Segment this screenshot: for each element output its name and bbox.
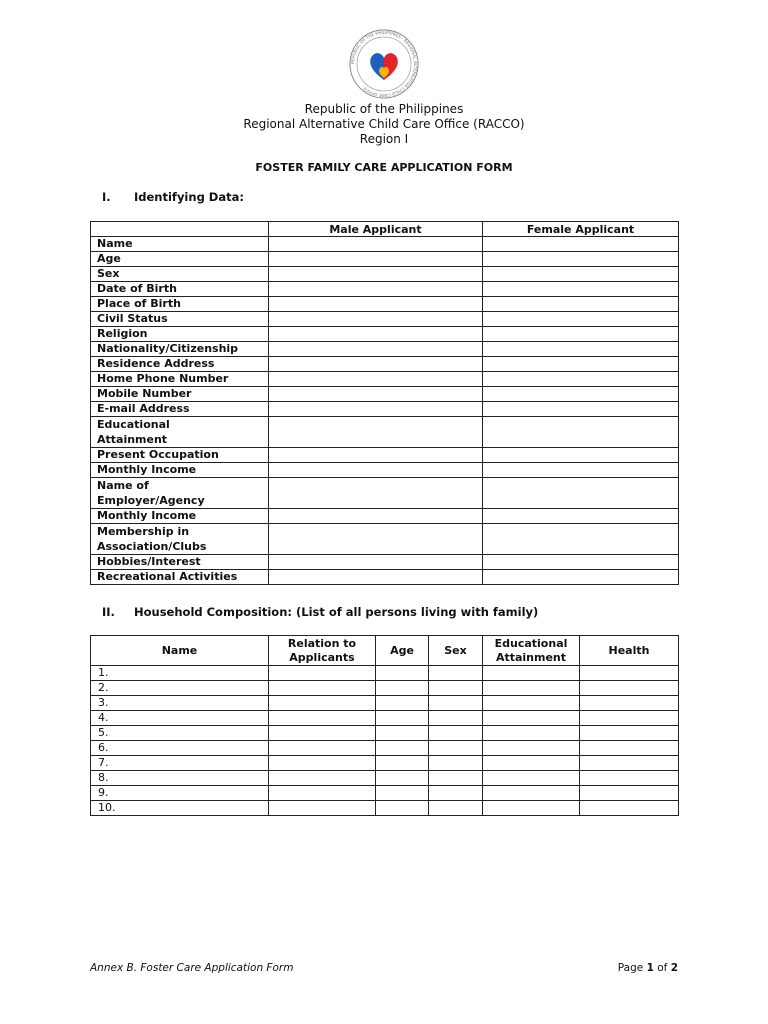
female-applicant-cell[interactable]	[483, 327, 679, 342]
household-entry-cell[interactable]	[429, 681, 483, 696]
male-applicant-cell[interactable]	[269, 297, 483, 312]
household-name-cell[interactable]	[91, 711, 269, 726]
row-number: 9.	[98, 786, 109, 799]
row-number: 8.	[98, 771, 109, 784]
household-name-cell[interactable]	[91, 726, 269, 741]
section-identifying-data-heading	[102, 190, 244, 204]
blank-header-cell	[91, 222, 269, 237]
row-label: Home Phone Number	[91, 372, 269, 387]
male-applicant-cell[interactable]	[269, 463, 483, 478]
female-applicant-cell[interactable]	[483, 555, 679, 570]
household-entry-cell[interactable]	[269, 741, 376, 756]
household-row	[91, 696, 679, 711]
row-label: Name	[91, 237, 269, 252]
household-entry-cell[interactable]	[269, 681, 376, 696]
row-number: 2.	[98, 681, 109, 694]
identifying-row	[91, 402, 679, 417]
household-entry-cell[interactable]	[376, 801, 429, 816]
male-applicant-cell[interactable]	[269, 312, 483, 327]
identifying-row	[91, 342, 679, 357]
household-column-header: Relation to Applicants	[269, 636, 376, 666]
male-applicant-cell[interactable]	[269, 342, 483, 357]
page-current: 1	[646, 962, 654, 974]
household-row	[91, 681, 679, 696]
female-applicant-cell[interactable]	[483, 402, 679, 417]
household-entry-cell[interactable]	[580, 666, 679, 681]
identifying-row	[91, 252, 679, 267]
household-entry-cell[interactable]	[269, 786, 376, 801]
racco-seal-logo	[348, 28, 420, 100]
identifying-data-table	[90, 221, 679, 585]
household-column-header: Sex	[429, 636, 483, 666]
page-total: 2	[670, 962, 678, 974]
household-entry-cell[interactable]	[376, 771, 429, 786]
identifying-row	[91, 524, 679, 555]
female-applicant-cell[interactable]	[483, 570, 679, 585]
household-entry-cell[interactable]	[429, 666, 483, 681]
row-number: 5.	[98, 726, 109, 739]
household-entry-cell[interactable]	[483, 771, 580, 786]
row-label: Sex	[91, 267, 269, 282]
household-entry-cell[interactable]	[269, 801, 376, 816]
identifying-row	[91, 387, 679, 402]
female-applicant-cell[interactable]	[483, 417, 679, 448]
row-label: Nationality/Citizenship	[91, 342, 269, 357]
female-applicant-cell[interactable]	[483, 282, 679, 297]
header-country: Republic of the Philippines	[304, 102, 464, 116]
footer-page-number	[618, 962, 678, 974]
male-applicant-cell[interactable]	[269, 570, 483, 585]
page-of: of	[657, 962, 668, 974]
household-entry-cell[interactable]	[483, 666, 580, 681]
household-entry-cell[interactable]	[269, 666, 376, 681]
household-name-cell[interactable]	[91, 801, 269, 816]
female-applicant-cell[interactable]	[483, 342, 679, 357]
household-entry-cell[interactable]	[580, 681, 679, 696]
household-entry-cell[interactable]	[483, 726, 580, 741]
identifying-row	[91, 282, 679, 297]
female-applicant-cell[interactable]	[483, 448, 679, 463]
female-applicant-cell[interactable]	[483, 387, 679, 402]
household-entry-cell[interactable]	[483, 681, 580, 696]
female-applicant-cell[interactable]	[483, 524, 679, 555]
household-entry-cell[interactable]	[429, 741, 483, 756]
household-entry-cell[interactable]	[376, 681, 429, 696]
household-entry-cell[interactable]	[429, 711, 483, 726]
identifying-row	[91, 478, 679, 509]
row-label: Monthly Income	[91, 509, 269, 524]
section-title: Household Composition: (List of all persons living with family)	[134, 605, 539, 619]
male-applicant-cell[interactable]	[269, 282, 483, 297]
household-row	[91, 711, 679, 726]
household-name-cell[interactable]	[91, 666, 269, 681]
household-entry-cell[interactable]	[376, 726, 429, 741]
household-entry-cell[interactable]	[580, 741, 679, 756]
column-header-male: Male Applicant	[269, 222, 483, 237]
section-household-heading	[102, 605, 538, 619]
row-label: Date of Birth	[91, 282, 269, 297]
household-row	[91, 666, 679, 681]
identifying-row	[91, 312, 679, 327]
household-entry-cell[interactable]	[580, 726, 679, 741]
form-title: FOSTER FAMILY CARE APPLICATION FORM	[255, 161, 513, 174]
household-column-header: Health	[580, 636, 679, 666]
household-entry-cell[interactable]	[269, 696, 376, 711]
identifying-row	[91, 448, 679, 463]
row-label: Recreational Activities	[91, 570, 269, 585]
household-entry-cell[interactable]	[580, 756, 679, 771]
row-label: Name of Employer/Agency	[91, 478, 269, 509]
female-applicant-cell[interactable]	[483, 252, 679, 267]
row-number: 10.	[98, 801, 116, 814]
household-entry-cell[interactable]	[269, 756, 376, 771]
row-label: Religion	[91, 327, 269, 342]
household-entry-cell[interactable]	[580, 711, 679, 726]
row-label: E-mail Address	[91, 402, 269, 417]
identifying-row	[91, 555, 679, 570]
household-entry-cell[interactable]	[429, 801, 483, 816]
household-entry-cell[interactable]	[483, 696, 580, 711]
row-number: 3.	[98, 696, 109, 709]
male-applicant-cell[interactable]	[269, 327, 483, 342]
row-label: Hobbies/Interest	[91, 555, 269, 570]
identifying-row	[91, 327, 679, 342]
household-name-cell[interactable]	[91, 756, 269, 771]
household-name-cell[interactable]	[91, 786, 269, 801]
household-entry-cell[interactable]	[483, 741, 580, 756]
household-name-cell[interactable]	[91, 741, 269, 756]
household-column-header: Educational Attainment	[483, 636, 580, 666]
identifying-row	[91, 357, 679, 372]
female-applicant-cell[interactable]	[483, 237, 679, 252]
row-label: Mobile Number	[91, 387, 269, 402]
household-entry-cell[interactable]	[580, 696, 679, 711]
household-entry-cell[interactable]	[429, 726, 483, 741]
male-applicant-cell[interactable]	[269, 372, 483, 387]
male-applicant-cell[interactable]	[269, 252, 483, 267]
household-name-cell[interactable]	[91, 771, 269, 786]
row-label: Residence Address	[91, 357, 269, 372]
female-applicant-cell[interactable]	[483, 357, 679, 372]
row-number: 6.	[98, 741, 109, 754]
household-entry-cell[interactable]	[429, 696, 483, 711]
page-word: Page	[617, 962, 644, 974]
identifying-row	[91, 297, 679, 312]
household-entry-cell[interactable]	[376, 711, 429, 726]
female-applicant-cell[interactable]	[483, 478, 679, 509]
identifying-row	[91, 237, 679, 252]
header-region: Region I	[359, 132, 409, 146]
household-entry-cell[interactable]	[580, 801, 679, 816]
household-entry-cell[interactable]	[269, 711, 376, 726]
male-applicant-cell[interactable]	[269, 402, 483, 417]
household-column-header: Name	[91, 636, 269, 666]
row-label: Monthly Income	[91, 463, 269, 478]
section-number: I.	[102, 190, 111, 204]
identifying-row	[91, 509, 679, 524]
identifying-row	[91, 570, 679, 585]
male-applicant-cell[interactable]	[269, 509, 483, 524]
household-entry-cell[interactable]	[580, 771, 679, 786]
household-row	[91, 741, 679, 756]
household-row	[91, 726, 679, 741]
household-composition-table	[90, 635, 679, 816]
row-label: Age	[91, 252, 269, 267]
household-row	[91, 771, 679, 786]
household-row	[91, 756, 679, 771]
male-applicant-cell[interactable]	[269, 267, 483, 282]
column-header-female: Female Applicant	[483, 222, 679, 237]
male-applicant-cell[interactable]	[269, 357, 483, 372]
female-applicant-cell[interactable]	[483, 372, 679, 387]
section-number: II.	[102, 605, 115, 619]
household-entry-cell[interactable]	[483, 786, 580, 801]
female-applicant-cell[interactable]	[483, 267, 679, 282]
household-entry-cell[interactable]	[376, 696, 429, 711]
identifying-row	[91, 417, 679, 448]
male-applicant-cell[interactable]	[269, 478, 483, 509]
household-entry-cell[interactable]	[269, 726, 376, 741]
row-label: Membership in Association/Clubs	[91, 524, 269, 555]
female-applicant-cell[interactable]	[483, 463, 679, 478]
female-applicant-cell[interactable]	[483, 509, 679, 524]
row-label: Educational Attainment	[91, 417, 269, 448]
male-applicant-cell[interactable]	[269, 524, 483, 555]
household-entry-cell[interactable]	[483, 756, 580, 771]
row-label: Civil Status	[91, 312, 269, 327]
row-number: 1.	[98, 666, 109, 679]
footer-annex-label: Annex B. Foster Care Application Form	[90, 962, 294, 974]
row-label: Place of Birth	[91, 297, 269, 312]
household-name-cell[interactable]	[91, 696, 269, 711]
household-entry-cell[interactable]	[483, 801, 580, 816]
identifying-row	[91, 372, 679, 387]
identifying-row	[91, 267, 679, 282]
household-entry-cell[interactable]	[483, 711, 580, 726]
seal-ring-text: REPUBLIC OF THE PHILIPPINES · REGIONAL ALTERNATIVE CHILD CARE OFFICE ·	[349, 29, 419, 99]
male-applicant-cell[interactable]	[269, 555, 483, 570]
household-entry-cell[interactable]	[269, 771, 376, 786]
household-entry-cell[interactable]	[376, 756, 429, 771]
household-entry-cell[interactable]	[376, 741, 429, 756]
household-name-cell[interactable]	[91, 681, 269, 696]
row-label: Present Occupation	[91, 448, 269, 463]
male-applicant-cell[interactable]	[269, 448, 483, 463]
male-applicant-cell[interactable]	[269, 237, 483, 252]
identifying-row	[91, 463, 679, 478]
household-entry-cell[interactable]	[580, 786, 679, 801]
household-entry-cell[interactable]	[429, 771, 483, 786]
male-applicant-cell[interactable]	[269, 417, 483, 448]
row-number: 4.	[98, 711, 109, 724]
household-entry-cell[interactable]	[376, 666, 429, 681]
female-applicant-cell[interactable]	[483, 312, 679, 327]
household-row	[91, 801, 679, 816]
male-applicant-cell[interactable]	[269, 387, 483, 402]
household-entry-cell[interactable]	[376, 786, 429, 801]
household-row	[91, 786, 679, 801]
header-office: Regional Alternative Child Care Office (RACCO)	[243, 117, 525, 131]
household-entry-cell[interactable]	[429, 786, 483, 801]
female-applicant-cell[interactable]	[483, 297, 679, 312]
row-number: 7.	[98, 756, 109, 769]
household-column-header: Age	[376, 636, 429, 666]
household-entry-cell[interactable]	[429, 756, 483, 771]
section-title: Identifying Data:	[134, 190, 244, 204]
